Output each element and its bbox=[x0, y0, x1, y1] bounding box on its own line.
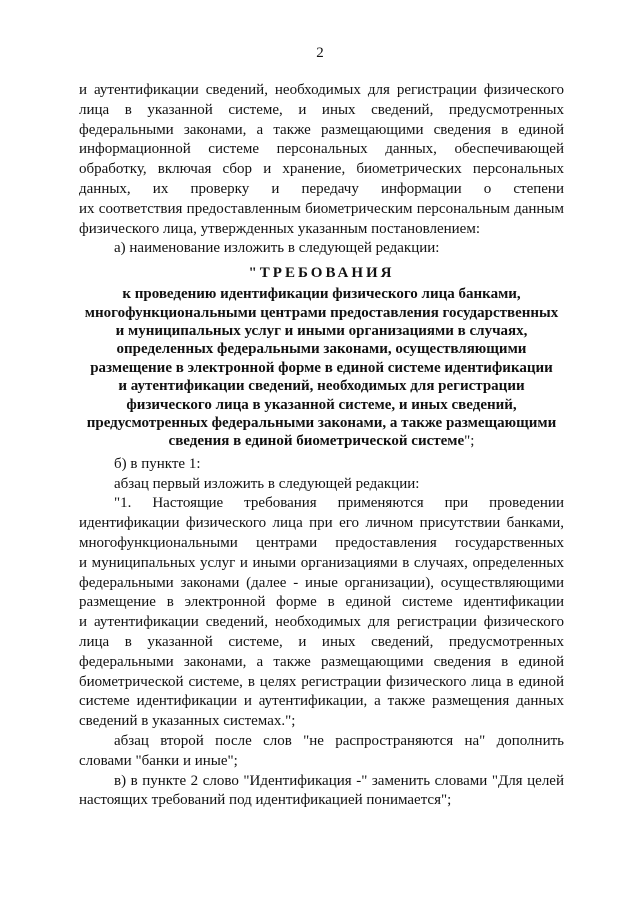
page-number: 2 bbox=[316, 45, 324, 61]
paragraph-second-note bbox=[79, 732, 564, 772]
note-line: словами "банки и иные"; bbox=[79, 752, 238, 769]
quote-line: сведений в указанных системах."; bbox=[79, 713, 296, 730]
requirements-heading: "ТРЕБОВАНИЯ bbox=[248, 265, 395, 282]
item-v bbox=[79, 772, 564, 812]
quoted-paragraph bbox=[79, 494, 564, 732]
item-v-line: настоящих требований под идентификацией понимается"; bbox=[79, 792, 452, 809]
intro-line: данных, их проверку и передачу информации о степени bbox=[79, 180, 564, 197]
title-line-last bbox=[79, 432, 564, 450]
item-b: б) в пункте 1: bbox=[114, 455, 201, 472]
title-line: предусмотренных федеральными законами, а также размещающими bbox=[86, 415, 557, 432]
quote-line: и аутентификации сведений, необходимых для регистрации физического bbox=[79, 614, 564, 631]
title-last-text: сведения в единой биометрической системе bbox=[168, 433, 465, 450]
title-line: и муниципальных услуг и иными организациями в случаях, bbox=[115, 322, 528, 339]
requirements-title-block bbox=[79, 285, 564, 451]
intro-line: лица в указанной системе, и иных сведений, предусмотренных bbox=[79, 101, 564, 118]
intro-line: физического лица, утвержденных указанным постановлением: bbox=[79, 220, 480, 237]
quote-line: федеральными законами (далее - иные организации), осуществляющими bbox=[79, 574, 564, 591]
paragraph-first-note: абзац первый изложить в следующей редакции: bbox=[114, 475, 420, 492]
quote-line: лица в указанной системе, и иных сведений, предусмотренных bbox=[79, 634, 564, 650]
title-line: и аутентификации сведений, необходимых для регистрации bbox=[118, 378, 525, 395]
title-line: определенных федеральными законами, осуществляющими bbox=[116, 341, 527, 358]
title-line: физического лица в указанной системе, и иных сведений, bbox=[126, 396, 517, 413]
quote-line: биометрической системе, в целях регистрации физического лица в единой bbox=[79, 673, 564, 690]
intro-line: обработку, включая сбор и хранение, биометрических персональных bbox=[79, 161, 564, 178]
quote-line: и муниципальных услуг и иными организациями в случаях, определенных bbox=[79, 554, 564, 571]
item-a: а) наименование изложить в следующей редакции: bbox=[114, 240, 440, 257]
intro-line: и аутентификации сведений, необходимых для регистрации физического bbox=[79, 82, 564, 98]
document-body bbox=[79, 81, 564, 811]
quote-line: размещение в электронной форме в единой системе идентификации bbox=[79, 594, 564, 611]
quote-line: "1. Настоящие требования применяются при проведении bbox=[114, 495, 564, 512]
title-line: к проведению идентификации физического лица банками, bbox=[122, 286, 521, 303]
quote-line: системе идентификации и аутентификации, а также размещения данных bbox=[79, 693, 564, 710]
title-last-suffix: "; bbox=[464, 433, 475, 450]
note-line: абзац второй после слов "не распространяются на" дополнить bbox=[114, 732, 564, 749]
title-line: размещение в электронной форме в единой системе идентификации bbox=[90, 359, 553, 376]
intro-line: федеральными законами, а также размещающими сведения в единой bbox=[79, 121, 564, 138]
item-v-line: в) в пункте 2 слово "Идентификация -" заменить словами "Для целей bbox=[114, 772, 564, 789]
quote-line: федеральными законами, а также размещающими сведения в единой bbox=[79, 653, 564, 670]
quote-line: многофункциональными центрами предоставления государственных bbox=[79, 535, 564, 552]
intro-paragraph bbox=[79, 81, 564, 239]
intro-line: их соответствия предоставленным биометрическим персональным данным bbox=[79, 200, 564, 217]
quote-line: идентификации физического лица при его личном присутствии банками, bbox=[79, 515, 564, 532]
title-line: многофункциональными центрами предоставления государственных bbox=[84, 304, 559, 321]
intro-line: информационной системе персональных данных, обеспечивающей bbox=[79, 141, 564, 158]
